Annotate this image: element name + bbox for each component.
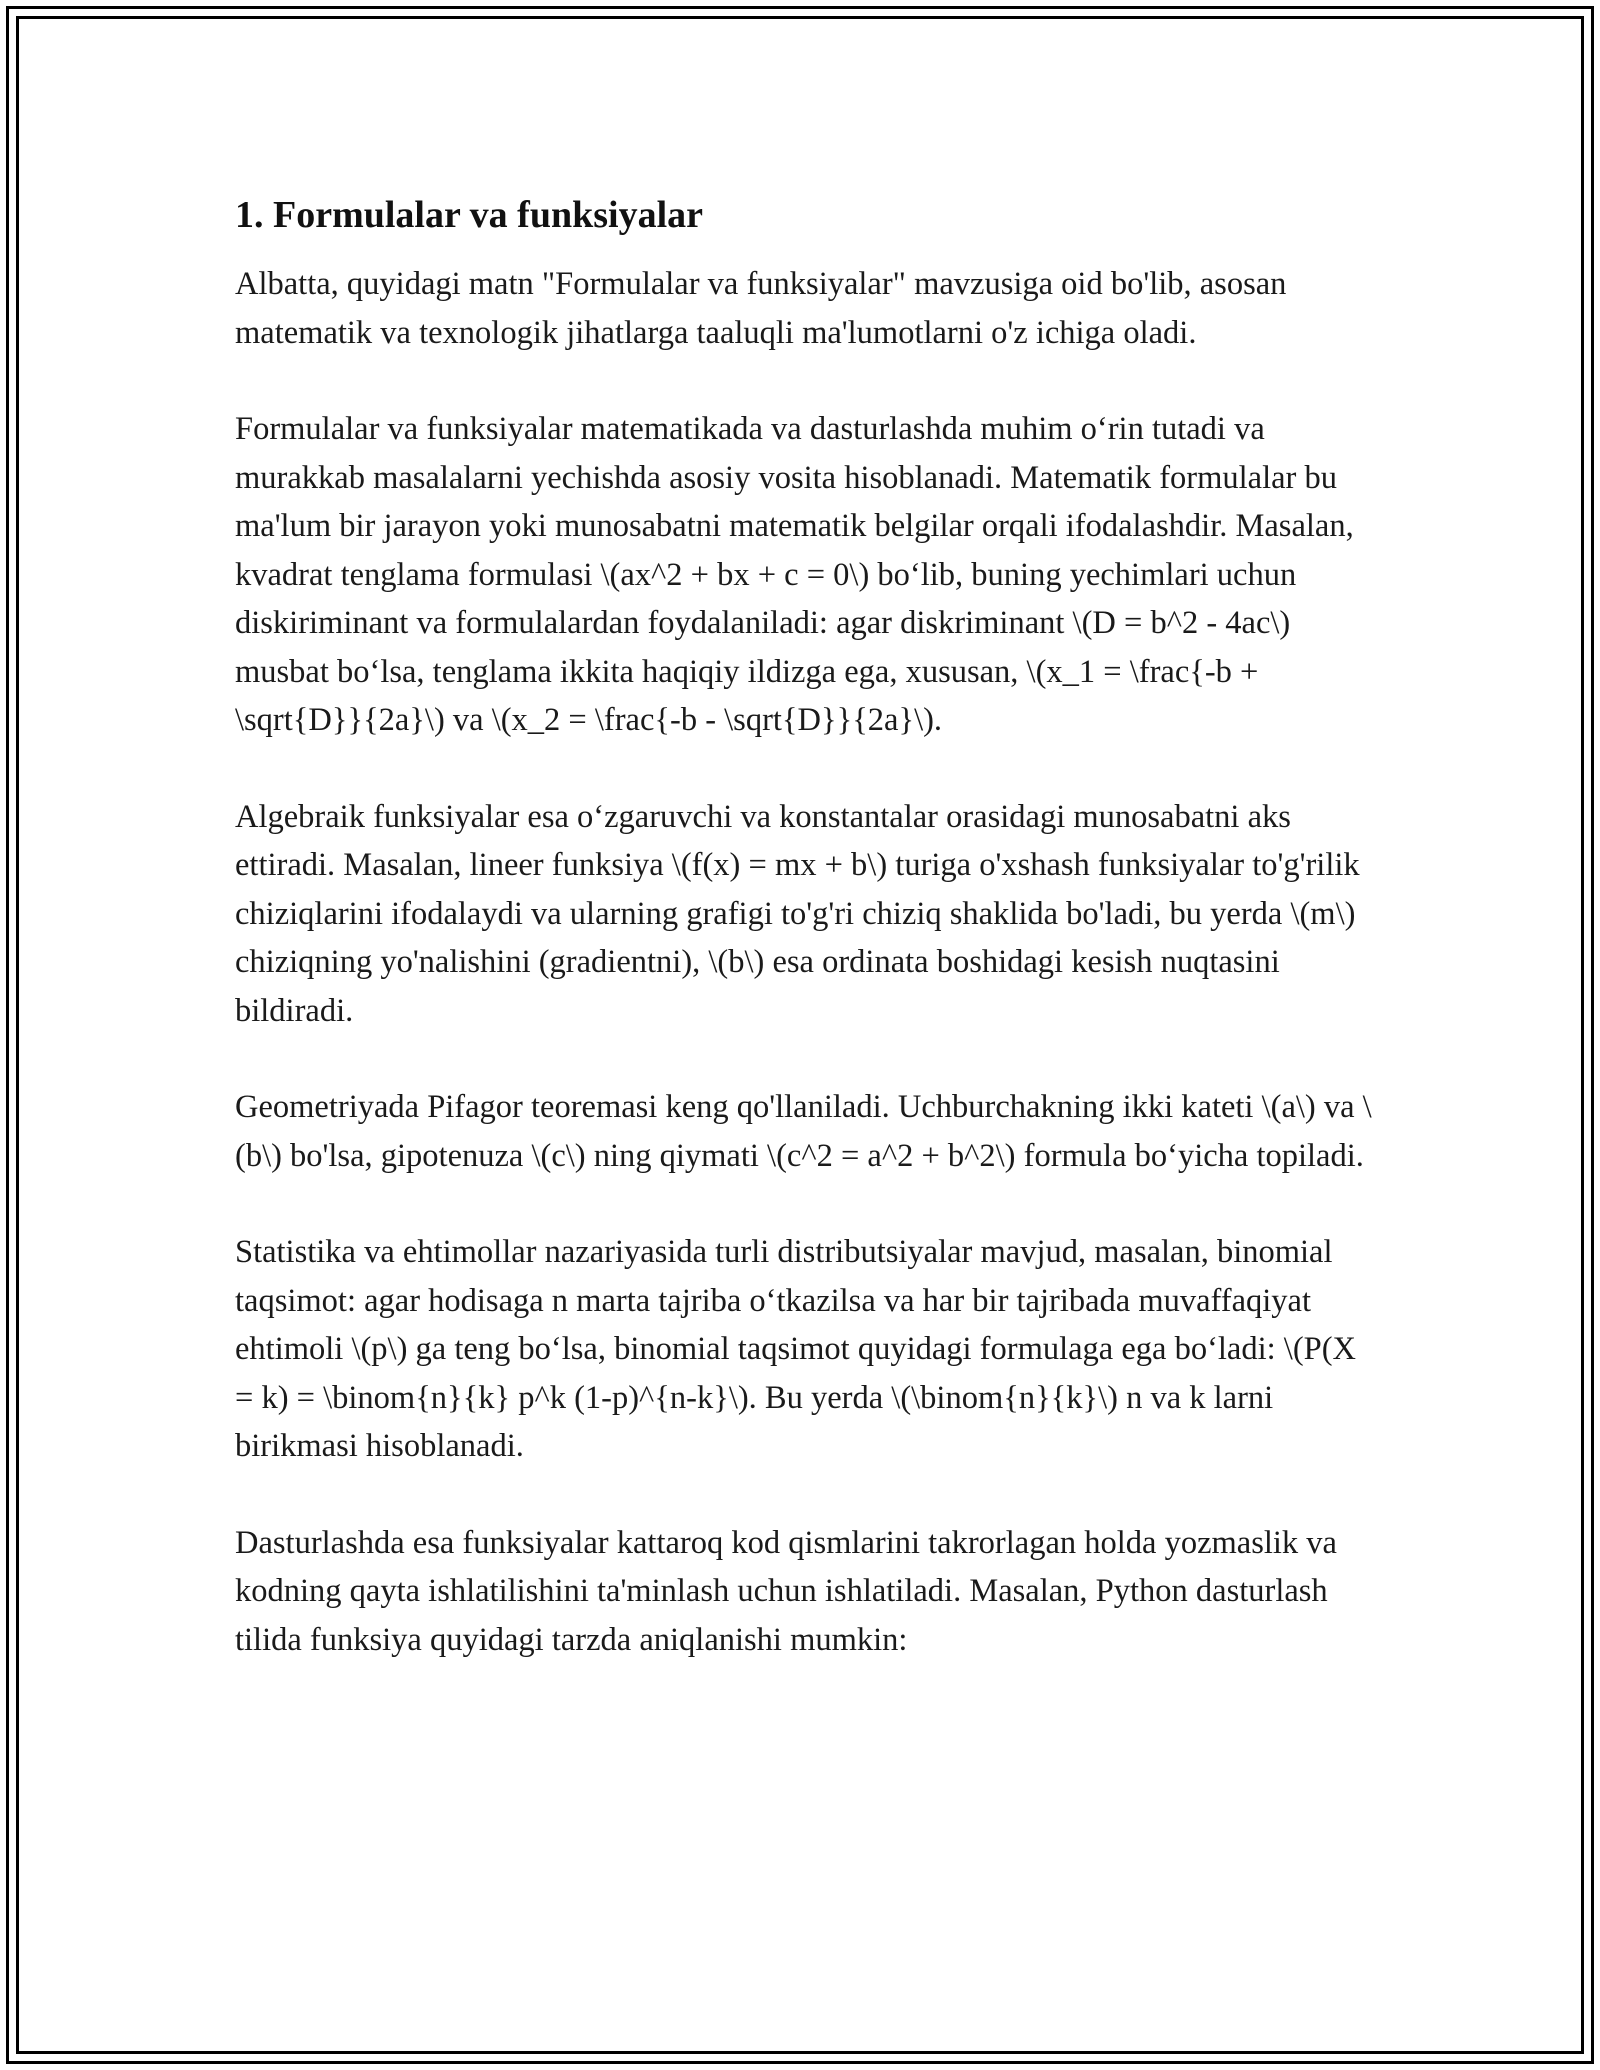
paragraph-intro: Albatta, quyidagi matn "Formulalar va funksiyalar" mavzusiga oid bo'lib, asosan matematik va texnologik jihatlarga taaluqli ma'lumotlarni o'z ichiga oladi. (235, 266, 1287, 351)
paragraph-linear-function: Algebraik funksiyalar esa oʻzgaruvchi va konstantalar orasidagi munosabatni aks ettiradi. Masalan, lineer funksiya \(f(x) = mx + b\) turiga o'xshash funksiyalar to'g'rilik chiziqlarini ifodalaydi va ularning grafigi to'g'ri chiziq shaklida bo'ladi, bu yerda \(m\) chiziqning yo'nalishini (gradientni), \(b\) esa ordinata boshidagi kesish nuqtasini bildiradi. (235, 798, 1360, 1029)
paragraph-programming-functions: Dasturlashda esa funksiyalar kattaroq kod qismlarini takrorlagan holda yozmaslik va kodning qayta ishlatilishini ta'minlash uchun ishlatiladi. Masalan, Python dasturlash tilida funksiya quyidagi tarzda aniqlanishi mumkin: (235, 1524, 1337, 1658)
paragraph-quadratic-formula: Formulalar va funksiyalar matematikada va dasturlashda muhim oʻrin tutadi va murakkab masalalarni yechishda asosiy vosita hisoblanadi. Matematik formulalar bu ma'lum bir jarayon yoki munosabatni matematik belgilar orqali ifodalashdir. Masalan, kvadrat tenglama formulasi \(ax^2 + bx + c = 0\) boʻlib, buning yechimlari uchun diskiriminant va formulalardan foydalaniladi: agar diskriminant \(D = b^2 - 4ac\) musbat boʻlsa, tenglama ikkita haqiqiy ildizga ega, xususan, \(x_1 = \frac{-b + \sqrt{D}}{2a}\) va \(x_2 = \frac{-b - \sqrt{D}}{2a}\). (235, 411, 1354, 738)
paragraph-pythagorean-theorem: Geometriyada Pifagor teoremasi keng qo'llaniladi. Uchburchakning ikki kateti \(a\) va \(b\) bo'lsa, gipotenuza \(c\) ning qiymati \(c^2 = a^2 + b^2\) formula boʻyicha topiladi. (235, 1089, 1372, 1174)
paragraph-binomial-distribution: Statistika va ehtimollar nazariyasida turli distributsiyalar mavjud, masalan, binomial taqsimot: agar hodisaga n marta tajriba oʻtkazilsa va har bir tajribada muvaffaqiyat ehtimoli \(p\) ga teng boʻlsa, binomial taqsimot quyidagi formulaga ega boʻladi: \(P(X = k) = \binom{n}{k} p^k (1-p)^{n-k}\). Bu yerda \(\binom{n}{k}\) n va k larni birikmasi hisoblanadi. (235, 1234, 1357, 1464)
section-heading: 1. Formulalar va funksiyalar (235, 194, 703, 236)
document-body (235, 190, 1375, 1712)
